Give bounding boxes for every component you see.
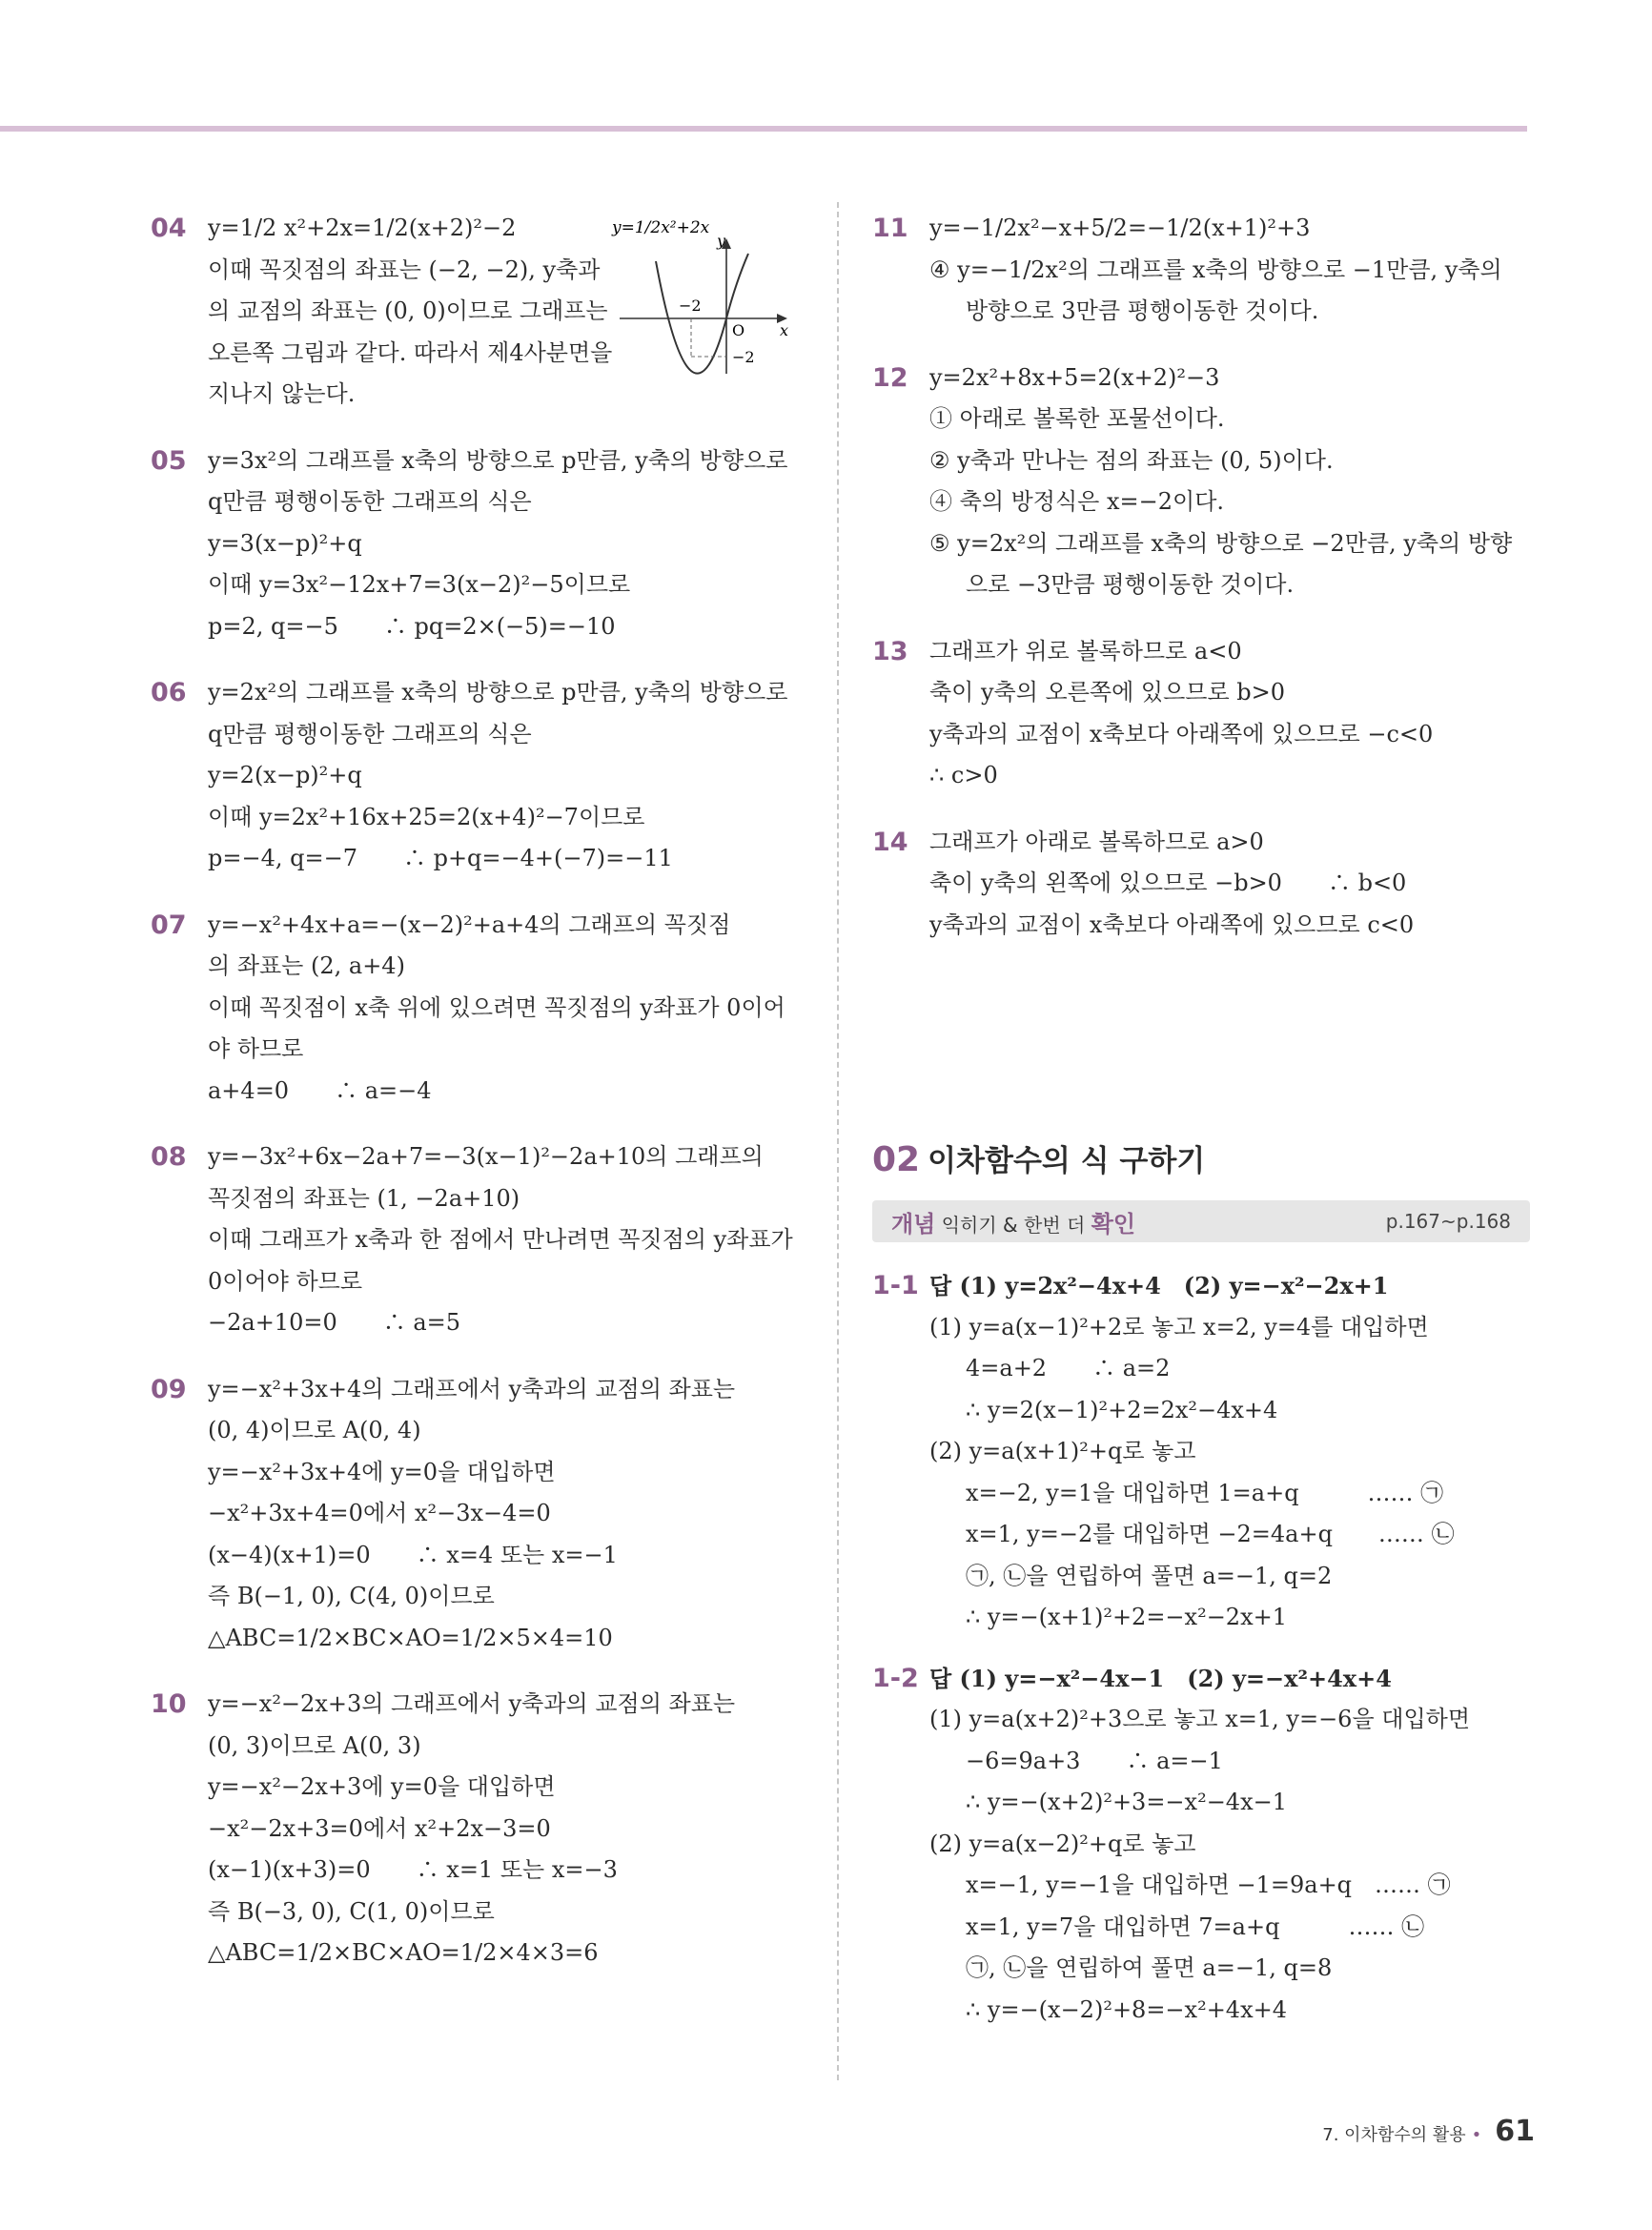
answer-line: (2) y=a(x+1)²+q로 놓고 [929,1438,1196,1464]
problem-line: y=−x²−2x+3의 그래프에서 y축과의 교점의 좌표는 [208,1690,736,1717]
problem-line: a+4=0 ∴ a=−4 [208,1076,432,1104]
problem-line: 꼭짓점의 좌표는 (1, −2a+10) [208,1184,520,1212]
section-bar [872,1200,1530,1242]
answer-line: ∴ y=−(x−2)²+8=−x²+4x+4 [966,1995,1287,2023]
problem-line: 이때 y=3x²−12x+7=3(x−2)²−5이므로 [208,571,631,598]
section-bar-label [891,1205,1135,1238]
problem-line: 야 하므로 [208,1035,304,1062]
problem-line: y=3(x−p)²+q [208,529,362,557]
problem-05 [151,440,808,648]
problem-08 [151,1136,808,1344]
x-axis-label: x [780,321,789,339]
chapter-title: 7. 이차함수의 활용 [1322,2125,1466,2145]
problem-line: △ABC=1/2×BC×AO=1/2×4×3=6 [208,1939,599,1966]
problem-number: 13 [872,636,908,666]
problem-10 [151,1684,808,1974]
problem-line: p=−4, q=−7 ∴ p+q=−4+(−7)=−11 [208,845,673,871]
problem-line: y=−x²+4x+a=−(x−2)²+a+4의 그래프의 꼭짓점 [208,910,731,938]
problem-line: (0, 4)이므로 A(0, 4) [208,1417,421,1443]
problem-04 [151,208,808,416]
problem-line: 이때 y=2x²+16x+25=2(x+4)²−7이므로 [208,803,645,830]
problem-line: ∴ c>0 [929,762,998,788]
problem-line: 의 좌표는 (2, a+4) [208,952,405,979]
problem-line: q만큼 평행이동한 그래프의 식은 [208,720,532,747]
problem-13 [872,631,1530,797]
problem-line: y축과의 교점이 x축보다 아래쪽에 있으므로 c<0 [929,910,1415,938]
problem-number: 14 [872,827,908,857]
problem-number: 10 [151,1689,187,1719]
problem-line: −2a+10=0 ∴ a=5 [208,1309,461,1336]
problem-number: 11 [872,214,908,243]
problem-line: y=−x²−2x+3에 y=0을 대입하면 [208,1773,556,1800]
answer-1-2 [872,1658,1530,2032]
problem-line: 그래프가 위로 볼록하므로 a<0 [929,637,1242,665]
problem-line: y=−3x²+6x−2a+7=−3(x−1)²−2a+10의 그래프의 [208,1143,764,1170]
y-mark-label: −2 [732,348,755,366]
parabola-figure [610,196,801,387]
problem-line: y=2x²의 그래프를 x축의 방향으로 p만큼, y축의 방향으로 [208,679,788,706]
problem-number: 05 [151,445,187,476]
answer-head: 답 (1) y=2x²−4x+4 (2) y=−x²−2x+1 [929,1272,1389,1299]
problem-line: 즉 B(−3, 0), C(1, 0)이므로 [208,1897,495,1925]
problem-09 [151,1369,808,1660]
problem-14 [872,822,1530,947]
problem-line: −x²+3x+4=0에서 x²−3x−4=0 [208,1500,551,1526]
page-number: 61 [1495,2115,1535,2148]
answer-line: 4=a+2 ∴ a=2 [966,1355,1171,1381]
origin-label: O [732,321,745,339]
problem-line: ⑤ y=2x²의 그래프를 x축의 방향으로 −2만큼, y축의 방향 [929,529,1513,557]
problem-06 [151,672,808,880]
problem-line: q만큼 평행이동한 그래프의 식은 [208,488,532,515]
problem-line: y축과의 교점이 x축보다 아래쪽에 있으므로 −c<0 [929,720,1434,747]
y-axis-label: y [717,232,726,250]
problem-line: 축이 y축의 왼쪽에 있으므로 −b>0 ∴ b<0 [929,869,1407,896]
problem-line: y=−1/2x²−x+5/2=−1/2(x+1)²+3 [929,215,1311,241]
top-rule [0,126,1527,132]
page-footer [1315,2115,1535,2148]
answer-line: x=1, y=−2를 대입하면 −2=4a+q …… ㉡ [966,1521,1455,1547]
problem-number: 09 [151,1374,187,1404]
problem-line: 0이어야 하므로 [208,1267,363,1295]
answer-line: ∴ y=−(x+2)²+3=−x²−4x−1 [966,1789,1287,1815]
answer-line: x=−2, y=1을 대입하면 1=a+q …… ㉠ [966,1479,1444,1506]
answer-head: 답 (1) y=−x²−4x−1 (2) y=−x²+4x+4 [929,1664,1392,1692]
section-bar-concept: 개념 [891,1210,936,1238]
problem-line: 이때 그래프가 x축과 한 점에서 만나려면 꼭짓점의 y좌표가 [208,1226,793,1253]
problem-line: y=1/2 x²+2x=1/2(x+2)²−2 [208,215,517,241]
problem-line: 이때 꼭짓점의 좌표는 (−2, −2), y축과 [208,256,601,283]
problem-line: y=3x²의 그래프를 x축의 방향으로 p만큼, y축의 방향으로 [208,446,788,474]
answer-line: (1) y=a(x−1)²+2로 놓고 x=2, y=4를 대입하면 [929,1313,1429,1340]
answer-line: x=1, y=7을 대입하면 7=a+q …… ㉡ [966,1913,1425,1940]
problem-line: p=2, q=−5 ∴ pq=2×(−5)=−10 [208,612,616,640]
section-bar-confirm: 확인 [1091,1210,1136,1238]
bullet-icon: • [1471,2125,1482,2145]
section-bar-middle: 익히기 & 한번 더 [941,1213,1086,1237]
problem-line: 오른쪽 그림과 같다. 따라서 제4사분면을 [208,338,613,366]
section-title [872,1136,1530,1179]
problem-line: (0, 3)이므로 A(0, 3) [208,1731,421,1759]
problem-line: (x−4)(x+1)=0 ∴ x=4 또는 x=−1 [208,1541,618,1568]
answer-line: −6=9a+3 ∴ a=−1 [966,1747,1223,1774]
problem-line: 의 교점의 좌표는 (0, 0)이므로 그래프는 [208,297,608,324]
problem-line: y=−x²+3x+4의 그래프에서 y축과의 교점의 좌표는 [208,1375,736,1402]
problem-line: y=−x²+3x+4에 y=0을 대입하면 [208,1458,556,1485]
problem-line: ① 아래로 볼록한 포물선이다. [929,405,1225,432]
answer-line: ∴ y=2(x−1)²+2=2x²−4x+4 [966,1396,1278,1423]
problem-line: 즉 B(−1, 0), C(4, 0)이므로 [208,1583,495,1609]
right-column [872,208,1530,2031]
x-mark-label: −2 [679,297,702,315]
problem-line: 축이 y축의 오른쪽에 있으므로 b>0 [929,679,1286,706]
answer-line: (1) y=a(x+2)²+3으로 놓고 x=1, y=−6을 대입하면 [929,1706,1471,1732]
problem-number: 06 [151,678,187,707]
left-column [151,208,808,1974]
section-bar-pages: p.167~p.168 [1385,1210,1511,1233]
answer-number: 1-1 [872,1271,919,1300]
problem-12 [872,358,1530,606]
problem-line: y=2x²+8x+5=2(x+2)²−3 [929,363,1220,391]
problem-line: (x−1)(x+3)=0 ∴ x=1 또는 x=−3 [208,1856,618,1883]
problem-line: y=2(x−p)²+q [208,762,362,788]
problem-number: 07 [151,910,187,940]
problem-line: 그래프가 아래로 볼록하므로 a>0 [929,828,1264,855]
answer-line: ㉠, ㉡을 연립하여 풀면 a=−1, q=2 [966,1562,1333,1589]
section-title-text: 이차함수의 식 구하기 [928,1144,1206,1178]
problem-line: ② y축과 만나는 점의 좌표는 (0, 5)이다. [929,446,1334,474]
problem-line: ④ 축의 방정식은 x=−2이다. [929,488,1225,515]
column-divider [837,202,839,2080]
answer-line: ㉠, ㉡을 연립하여 풀면 a=−1, q=8 [966,1954,1333,1981]
answer-line: x=−1, y=−1을 대입하면 −1=9a+q …… ㉠ [966,1872,1451,1898]
problem-line: 방향으로 3만큼 평행이동한 것이다. [966,297,1319,324]
problem-11 [872,208,1530,333]
section-number: 02 [872,1140,921,1179]
answer-line: ∴ y=−(x+1)²+2=−x²−2x+1 [966,1604,1287,1630]
problem-07 [151,905,808,1113]
answer-line: (2) y=a(x−2)²+q로 놓고 [929,1830,1196,1857]
figure-label: y=1/2x²+2x [612,218,710,237]
problem-line: −x²−2x+3=0에서 x²+2x−3=0 [208,1814,551,1842]
answer-1-1 [872,1265,1530,1639]
problem-line: △ABC=1/2×BC×AO=1/2×5×4=10 [208,1624,613,1651]
problem-line: 으로 −3만큼 평행이동한 것이다. [966,571,1295,598]
problem-number: 08 [151,1142,187,1172]
problem-line: 이때 꼭짓점이 x축 위에 있으려면 꼭짓점의 y좌표가 0이어 [208,993,785,1021]
problem-number: 12 [872,362,908,393]
problem-line: ④ y=−1/2x²의 그래프를 x축의 방향으로 −1만큼, y축의 [929,256,1502,283]
problem-line: 지나지 않는다. [208,380,356,407]
answer-number: 1-2 [872,1663,919,1693]
problem-number: 04 [151,214,187,243]
